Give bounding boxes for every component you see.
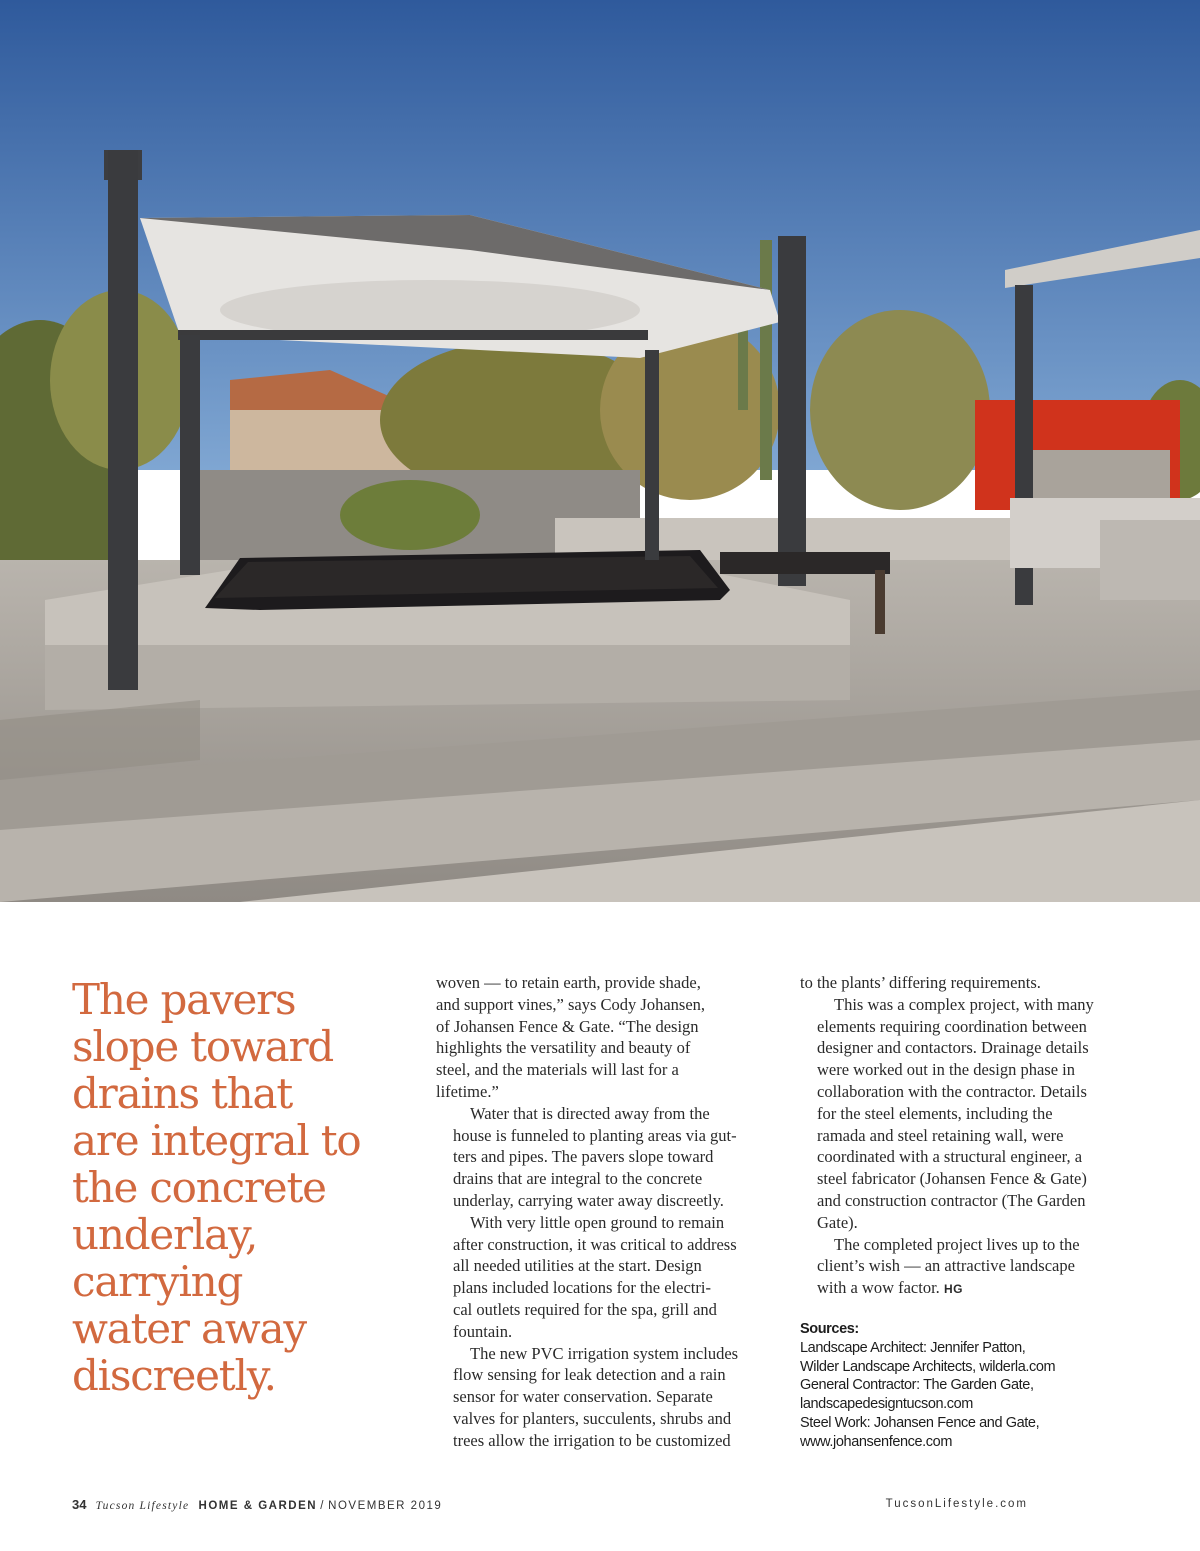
post-front-left xyxy=(108,150,138,690)
text-line: sensor for water conservation. Separate xyxy=(453,1387,713,1407)
text-line: lifetime.” xyxy=(436,1081,499,1101)
text-line: trees allow the irrigation to be customized xyxy=(453,1430,731,1450)
page-number: 34 xyxy=(72,1497,87,1512)
body-column-2 xyxy=(800,972,1130,1301)
text-line: of Johansen Fence & Gate. “The design xyxy=(436,1016,699,1036)
pull-quote-line: underlay, xyxy=(72,1210,258,1259)
end-mark: HG xyxy=(943,1282,963,1297)
source-line: Landscape Architect: Jennifer Patton, xyxy=(800,1339,1026,1356)
text-line: client’s wish — an attractive landscape xyxy=(817,1256,1075,1276)
pull-quote-line: slope toward xyxy=(72,1022,334,1071)
pull-quote-line: discreetly. xyxy=(72,1351,276,1400)
text-line xyxy=(800,1277,1130,1301)
text-line: Gate). xyxy=(817,1212,858,1232)
text-line: cal outlets required for the spa, grill and xyxy=(453,1299,717,1319)
text-line: With very little open ground to remain xyxy=(470,1212,725,1232)
website-url: TucsonLifestyle.com xyxy=(885,1498,1028,1510)
paragraph xyxy=(436,1343,766,1452)
text-line: and support vines,” says Cody Johansen, xyxy=(436,994,706,1014)
text-line: steel, and the materials will last for a xyxy=(436,1060,679,1080)
sources-box xyxy=(800,1320,1140,1452)
paragraph xyxy=(800,1234,1130,1301)
source-line: www.johansenfence.com xyxy=(800,1433,952,1450)
source-line: Wilder Landscape Architects, wilderla.com xyxy=(800,1358,1056,1375)
footer-separator: / xyxy=(320,1500,325,1512)
text-line: for the steel elements, including the xyxy=(817,1103,1053,1123)
issue-date: NOVEMBER 2019 xyxy=(328,1500,443,1512)
text-line: to the plants’ differing requirements. xyxy=(800,973,1041,992)
text-line: valves for planters, succulents, shrubs and xyxy=(453,1408,732,1428)
pull-quote xyxy=(72,976,392,1399)
text-line: Water that is directed away from the xyxy=(470,1103,710,1123)
text-line: woven — to retain earth, provide shade, xyxy=(436,973,701,992)
text-line-content: with a wow factor. xyxy=(817,1278,944,1298)
page-footer xyxy=(72,1497,442,1512)
text-line: drains that are integral to the concrete xyxy=(453,1169,703,1189)
text-line: flow sensing for leak detection and a rain xyxy=(453,1365,726,1385)
text-line: designer and contactors. Drainage details xyxy=(817,1038,1089,1058)
post-front-right xyxy=(778,236,806,586)
text-line: ters and pipes. The pavers slope toward xyxy=(453,1147,714,1167)
paragraph xyxy=(800,972,1130,994)
body-column-1 xyxy=(436,972,766,1452)
paragraph xyxy=(436,972,766,1103)
text-line: plans included locations for the electri- xyxy=(453,1278,711,1298)
paragraph xyxy=(800,994,1130,1234)
source-line: Steel Work: Johansen Fence and Gate, xyxy=(800,1414,1040,1431)
text-line: house is funneled to planting areas via gut- xyxy=(453,1125,737,1145)
paragraph xyxy=(436,1212,766,1343)
text-line: elements requiring coordination between xyxy=(817,1016,1087,1036)
text-line: This was a complex project, with many xyxy=(834,994,1094,1014)
text-line: and construction contractor (The Garden xyxy=(817,1190,1086,1210)
text-line: The new PVC irrigation system includes xyxy=(470,1343,739,1363)
text-line: all needed utilities at the start. Design xyxy=(453,1256,702,1276)
pull-quote-line: carrying xyxy=(72,1257,243,1306)
source-line: General Contractor: The Garden Gate, xyxy=(800,1377,1034,1394)
text-line: steel fabricator (Johansen Fence & Gate) xyxy=(817,1169,1087,1189)
paragraph xyxy=(436,1103,766,1212)
text-line: underlay, carrying water away discreetly. xyxy=(453,1190,724,1210)
pull-quote-line: the concrete xyxy=(72,1163,326,1212)
text-line: highlights the versatility and beauty of xyxy=(436,1038,691,1058)
saguaro xyxy=(760,240,772,480)
pull-quote-line: The pavers xyxy=(72,975,296,1024)
text-line: were worked out in the design phase in xyxy=(817,1060,1075,1080)
text-line: coordinated with a structural engineer, a xyxy=(817,1147,1083,1167)
source-line: landscapedesigntucson.com xyxy=(800,1396,973,1413)
text-line: ramada and steel retaining wall, were xyxy=(817,1125,1064,1145)
text-line: after construction, it was critical to address xyxy=(453,1234,737,1254)
section-name: HOME & GARDEN xyxy=(198,1500,318,1512)
text-line: collaboration with the contractor. Details xyxy=(817,1081,1087,1101)
text-line: The completed project lives up to the xyxy=(834,1234,1080,1254)
magazine-name: Tucson Lifestyle xyxy=(95,1500,190,1512)
pull-quote-line: are integral to xyxy=(72,1116,361,1165)
sources-heading: Sources: xyxy=(800,1321,859,1337)
pull-quote-line: drains that xyxy=(72,1069,293,1118)
pull-quote-line: water away xyxy=(72,1304,306,1353)
text-line: fountain. xyxy=(453,1321,513,1341)
